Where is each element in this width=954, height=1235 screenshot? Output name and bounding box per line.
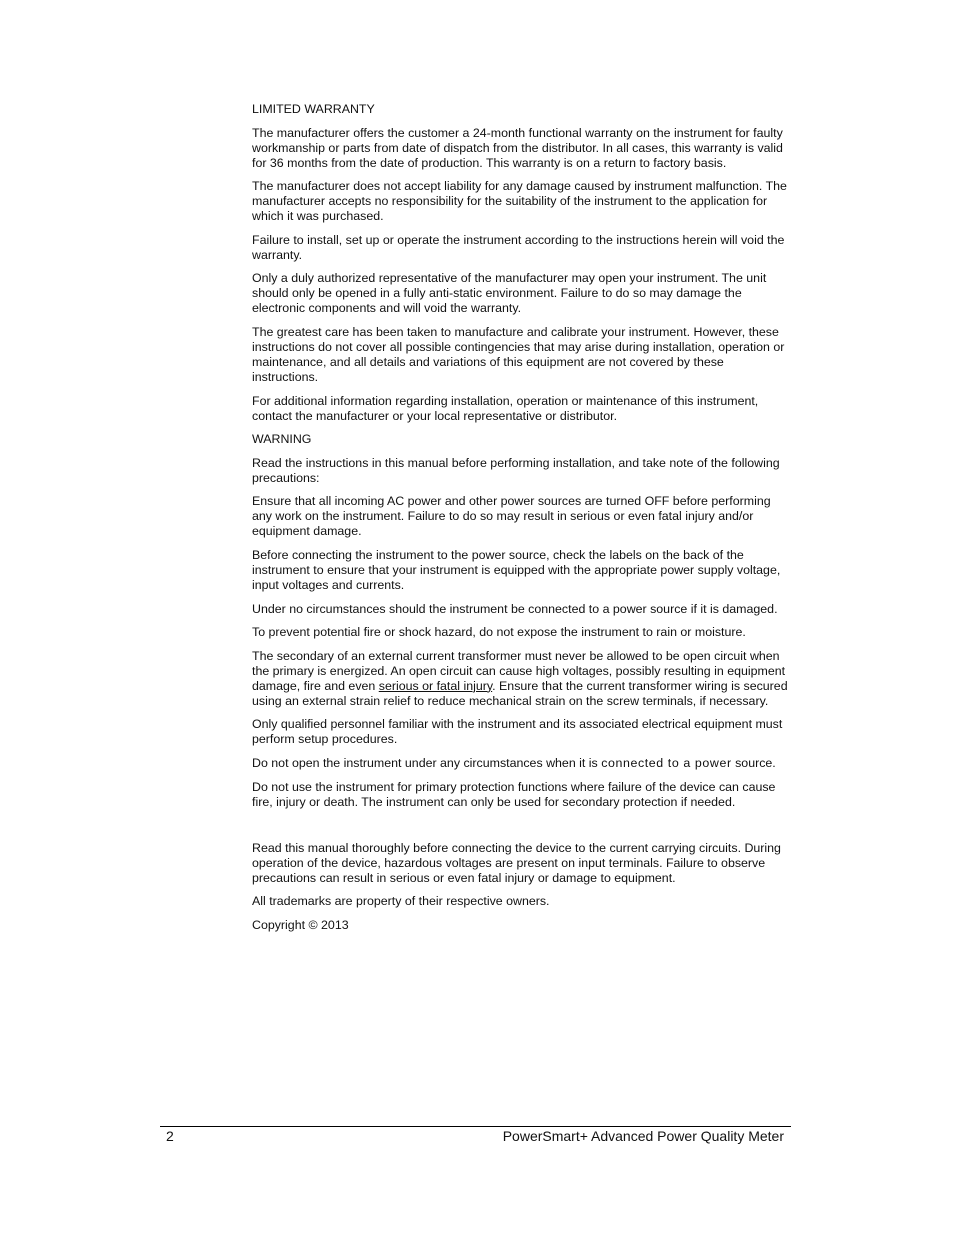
warning-paragraph: Read the instructions in this manual before performing installation, and take note of the following precautions:: [252, 455, 780, 485]
ct-paragraph: [252, 649, 788, 709]
warning-heading: WARNING: [252, 432, 312, 447]
open-text-before: Do not open the instrument under any circumstances when it is: [252, 755, 602, 770]
warning-paragraph: Ensure that all incoming AC power and other power sources are turned OFF before performing any work on the instrument. Failure to do so may result in serious or even fatal injury and/or equipment damage.: [252, 494, 771, 539]
warranty-paragraph: The greatest care has been taken to manufacture and calibrate your instrument. However, these instructions do not cover all possible contingencies that may arise during installation, operation or maintenance, and all details and variations of this equipment are not covered by these instructions.: [252, 324, 785, 384]
ct-underlined-text: serious or fatal injury: [378, 678, 493, 693]
warranty-paragraph: Only a duly authorized representative of the manufacturer may open your instrument. The unit should only be opened in a fully anti-static environment. Failure to do so may damage the electronic components and will void the warranty.: [252, 271, 767, 316]
footer-title: PowerSmart+ Advanced Power Quality Meter: [502, 1128, 784, 1144]
protection-paragraph: Do not use the instrument for primary protection functions where failure of the device can cause fire, injury or death. The instrument can only be used for secondary protection if needed.: [252, 779, 776, 809]
warranty-paragraph: For additional information regarding installation, operation or maintenance of this instrument, contact the manufacturer or your local representative or distributor.: [252, 393, 759, 423]
footer-page-number: 2: [166, 1128, 174, 1144]
trademarks-note: All trademarks are property of their respective owners.: [252, 894, 550, 909]
warning-paragraph: Before connecting the instrument to the power source, check the labels on the back of the instrument to ensure that your instrument is equipped with the appropriate power supply voltage, input voltages and currents.: [252, 547, 781, 592]
warranty-heading: LIMITED WARRANTY: [252, 102, 375, 116]
read-manual-paragraph: Read this manual thoroughly before connecting the device to the current carrying circuits. During operation of the device, hazardous voltages are present on input terminals. Failure to observe precautions can result in serious or even fatal injury or damage to equipment.: [252, 840, 781, 885]
warning-paragraph: Under no circumstances should the instrument be connected to a power source if it is damaged.: [252, 601, 778, 616]
warning-paragraph: To prevent potential fire or shock hazard, do not expose the instrument to rain or moisture.: [252, 625, 746, 640]
open-paragraph: [252, 756, 788, 771]
warranty-paragraph: Failure to install, set up or operate the instrument according to the instructions herein will void the warranty.: [252, 232, 785, 262]
warranty-paragraph: The manufacturer offers the customer a 24-month functional warranty on the instrument for faulty workmanship or parts from date of dispatch from the distributor. In all cases, this warranty is valid for 36 months from the date of production. This warranty is on a return to factory basis.: [252, 125, 783, 170]
ct-text-before: The secondary of an external current transformer must never be allowed to be open circuit when the primary is energized. An open circuit can cause high voltages, possibly resulting in equipment damage, fire and even: [252, 648, 786, 693]
open-text-spaced: connected to a power: [601, 755, 732, 770]
open-text-after: source.: [731, 755, 776, 770]
copyright-note: Copyright © 2013: [252, 917, 349, 932]
footer-divider: [160, 1126, 791, 1127]
qualified-paragraph: Only qualified personnel familiar with the instrument and its associated electrical equipment must perform setup procedures.: [252, 717, 783, 747]
ct-text-after: . Ensure that the current transformer wiring is secured using an external strain relief to reduce mechanical strain on the screw terminals, if necessary.: [252, 678, 788, 708]
document-body: [252, 102, 788, 941]
warranty-paragraph: The manufacturer does not accept liability for any damage caused by instrument malfunction. The manufacturer accepts no responsibility for the suitability of the instrument to the application for which it was purchased.: [252, 179, 787, 224]
